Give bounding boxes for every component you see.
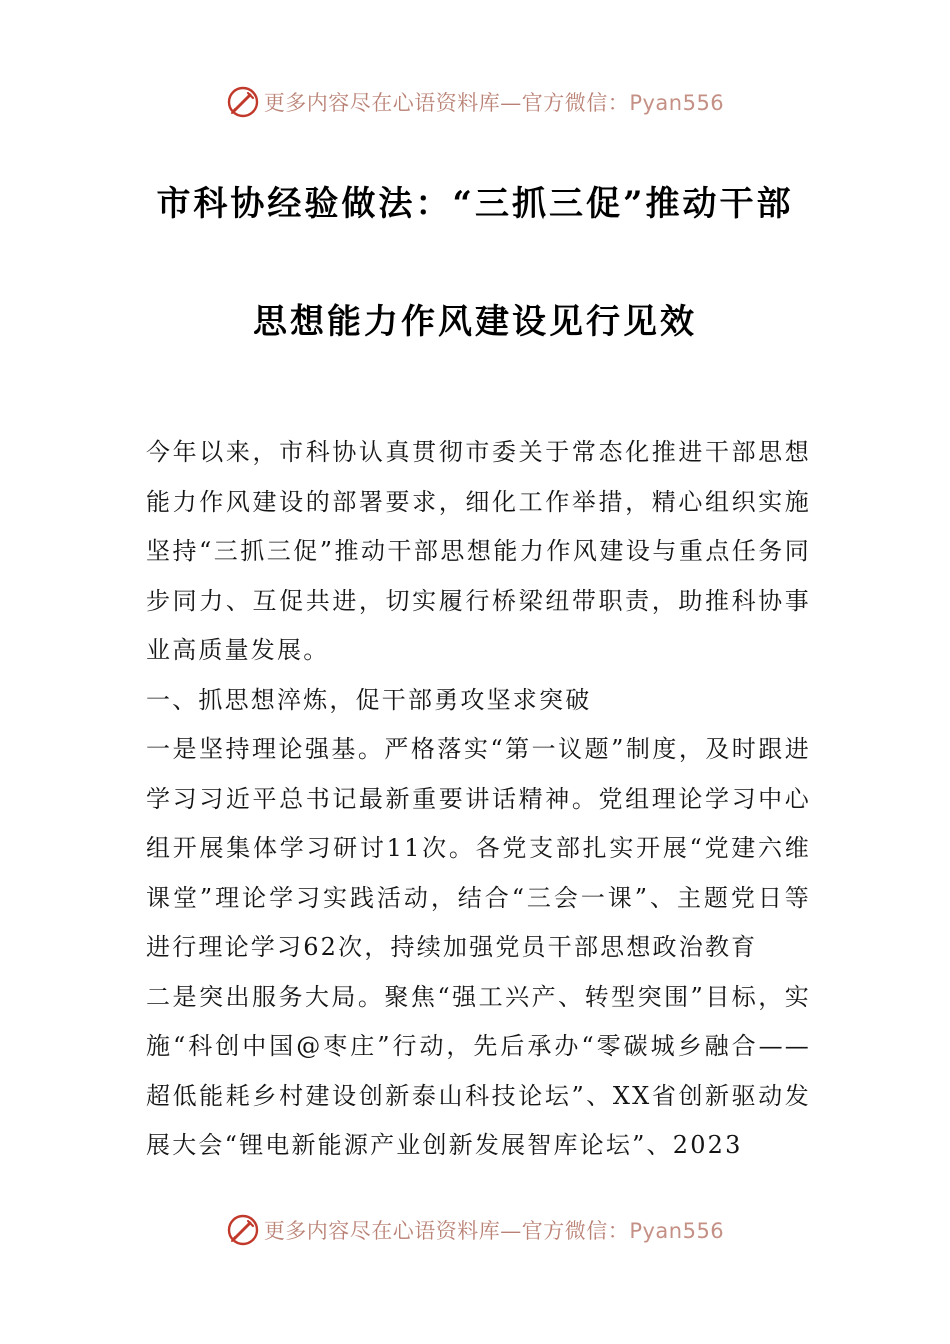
watermark-text xyxy=(264,1215,724,1245)
watermark-banner-bottom xyxy=(0,1210,950,1250)
document-title-line-1: 市科协经验做法：“三抓三促”推动干部 xyxy=(156,184,794,224)
section-heading-1: 一、抓思想淬炼，促干部勇攻坚求突破 xyxy=(146,685,592,714)
paragraph-point-2: 二是突出服务大局。聚焦“强工兴产、转型突围”目标，实施“科创中国@枣庄”行动，先后承办“零碳城乡融合——超低能耗乡村建设创新泰山科技论坛”、XX省创新驱动发展大会“锂电新能源产业创新发展智库论坛”、2023 xyxy=(146,982,811,1159)
paragraph-point-1: 一是坚持理论强基。严格落实“第一议题”制度，及时跟进学习习近平总书记最新重要讲话精神。党组理论学习中心组开展集体学习研讨11次。各党支部扎实开展“党建六维课堂”理论学习实践活动，结合“三会一课”、主题党日等进行理论学习62次，持续加强党员干部思想政治教育 xyxy=(146,735,811,961)
watermark-text xyxy=(264,87,724,117)
watermark-banner-top xyxy=(0,82,950,122)
watermark-wechat-id: Pyan556 xyxy=(629,1219,725,1243)
document-title-line-2: 思想能力作风建设见行见效 xyxy=(253,302,697,342)
paragraph-intro: 今年以来，市科协认真贯彻市委关于常态化推进干部思想能力作风建设的部署要求，细化工作举措，精心组织实施坚持“三抓三促”推动干部思想能力作风建设与重点任务同步同力、互促共进，切实履行桥梁纽带职责，助推科协事业高质量发展。 xyxy=(146,438,811,664)
pen-logo-icon xyxy=(226,1213,260,1247)
watermark-wechat-id: Pyan556 xyxy=(629,91,725,115)
watermark-label: 更多内容尽在心语资料库—官方微信： xyxy=(263,91,630,115)
document-body xyxy=(146,428,811,1171)
watermark-label: 更多内容尽在心语资料库—官方微信： xyxy=(263,1219,630,1243)
pen-logo-icon xyxy=(226,85,260,119)
